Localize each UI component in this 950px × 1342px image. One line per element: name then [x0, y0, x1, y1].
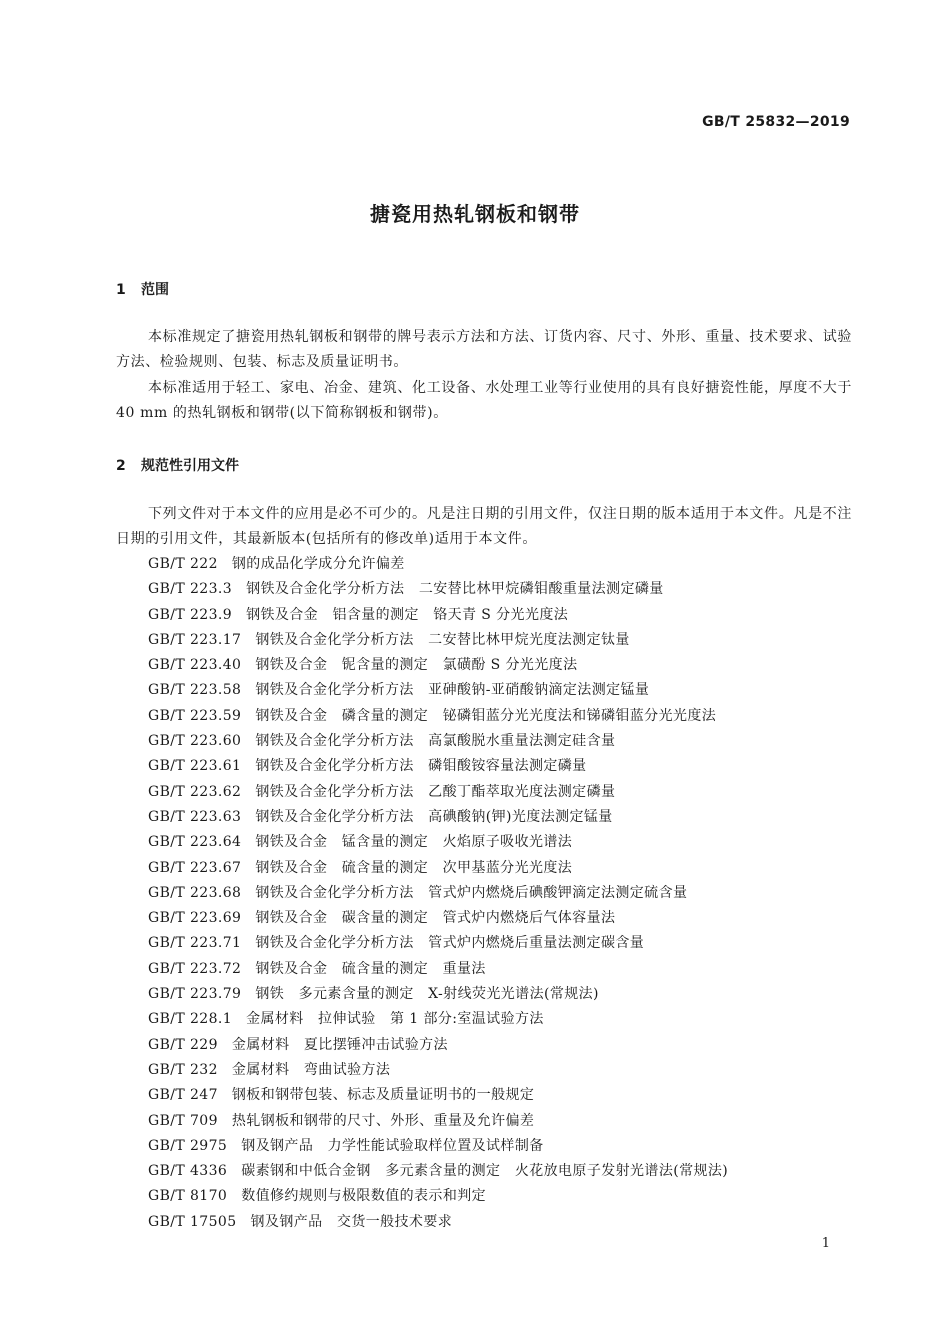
reference-code: GB/T 228.1 — [148, 1011, 233, 1028]
reference-code: GB/T 223.68 — [148, 884, 242, 901]
reference-title: 钢铁及合金化学分析方法 二安替比林甲烷磷钼酸重量法测定磷量 — [246, 581, 664, 598]
reference-item — [148, 1033, 868, 1058]
reference-code: GB/T 2975 — [148, 1137, 228, 1154]
reference-item — [148, 704, 868, 729]
reference-item — [148, 856, 868, 881]
reference-code: GB/T 223.3 — [148, 581, 233, 598]
reference-item — [148, 577, 868, 602]
reference-item — [148, 1184, 868, 1209]
section-number: 1 — [116, 282, 126, 298]
reference-title: 钢铁及合金 硫含量的测定 重量法 — [255, 960, 486, 977]
reference-title: 钢铁及合金化学分析方法 管式炉内燃烧后碘酸钾滴定法测定硫含量 — [255, 884, 688, 901]
reference-item — [148, 1134, 868, 1159]
reference-title: 钢铁及合金 铌含量的测定 氯磺酚 S 分光光度法 — [255, 657, 578, 674]
reference-item — [148, 729, 868, 754]
reference-title: 钢板和钢带包装、标志及质量证明书的一般规定 — [231, 1087, 535, 1104]
reference-item — [148, 1007, 868, 1032]
reference-code: GB/T 223.62 — [148, 783, 242, 800]
reference-title: 钢铁及合金化学分析方法 二安替比林甲烷光度法测定钛量 — [255, 631, 630, 648]
reference-code: GB/T 223.61 — [148, 758, 242, 775]
reference-title: 碳素钢和中低合金钢 多元素含量的测定 火花放电原子发射光谱法(常规法) — [241, 1163, 729, 1180]
reference-item — [148, 628, 868, 653]
reference-title: 金属材料 弯曲试验方法 — [231, 1061, 391, 1078]
reference-item — [148, 881, 868, 906]
reference-item — [148, 552, 868, 577]
reference-code: GB/T 223.9 — [148, 606, 233, 623]
reference-title: 金属材料 拉伸试验 第 1 部分:室温试验方法 — [246, 1011, 544, 1028]
reference-item — [148, 678, 868, 703]
reference-title: 钢铁及合金化学分析方法 高氯酸脱水重量法测定硅含量 — [255, 733, 616, 750]
reference-code: GB/T 222 — [148, 556, 218, 572]
section-1-heading — [116, 279, 169, 299]
reference-code: GB/T 709 — [148, 1112, 218, 1129]
reference-item — [148, 1058, 868, 1083]
reference-title: 钢铁及合金 磷含量的测定 铋磷钼蓝分光光度法和锑磷钼蓝分光光度法 — [255, 707, 717, 724]
reference-code: GB/T 223.71 — [148, 935, 242, 952]
reference-title: 钢铁 多元素含量的测定 X-射线荧光光谱法(常规法) — [255, 986, 599, 1003]
standard-number: GB/T 25832—2019 — [702, 114, 850, 130]
reference-code: GB/T 223.72 — [148, 960, 242, 977]
reference-title: 数值修约规则与极限数值的表示和判定 — [241, 1188, 487, 1205]
reference-item — [148, 982, 868, 1007]
reference-title: 钢铁及合金化学分析方法 乙酸丁酯萃取光度法测定磷量 — [255, 783, 616, 800]
reference-code: GB/T 223.69 — [148, 910, 242, 927]
reference-code: GB/T 247 — [148, 1087, 218, 1104]
reference-item — [148, 1210, 868, 1235]
section-title: 规范性引用文件 — [141, 458, 239, 474]
reference-list — [148, 552, 868, 1235]
reference-title: 钢铁及合金 硫含量的测定 次甲基蓝分光光度法 — [255, 859, 573, 876]
reference-title: 热轧钢板和钢带的尺寸、外形、重量及允许偏差 — [231, 1112, 535, 1129]
section-number: 2 — [116, 458, 126, 474]
reference-code: GB/T 17505 — [148, 1213, 237, 1230]
reference-code: GB/T 4336 — [148, 1163, 228, 1180]
reference-item — [148, 906, 868, 931]
reference-title: 钢铁及合金化学分析方法 高碘酸钠(钾)光度法测定锰量 — [255, 808, 613, 825]
reference-code: GB/T 232 — [148, 1061, 218, 1078]
reference-code: GB/T 229 — [148, 1036, 218, 1053]
reference-code: GB/T 223.67 — [148, 859, 242, 876]
reference-item — [148, 780, 868, 805]
page-number: 1 — [821, 1236, 830, 1251]
reference-item — [148, 653, 868, 678]
scope-paragraph-1: 本标准规定了搪瓷用热轧钢板和钢带的牌号表示方法和方法、订货内容、尺寸、外形、重量、技术要求、试验方法、检验规则、包装、标志及质量证明书。 — [116, 329, 852, 370]
reference-title: 钢及钢产品 交货一般技术要求 — [250, 1213, 453, 1230]
reference-code: GB/T 223.40 — [148, 657, 242, 674]
reference-item — [148, 1159, 868, 1184]
document-title: 搪瓷用热轧钢板和钢带 — [370, 202, 580, 226]
section-title: 范围 — [141, 282, 169, 298]
reference-item — [148, 603, 868, 628]
normative-references-intro: 下列文件对于本文件的应用是必不可少的。凡是注日期的引用文件，仅注日期的版本适用于本文件。凡是不注日期的引用文件，其最新版本(包括所有的修改单)适用于本文件。 — [116, 506, 852, 547]
reference-item — [148, 830, 868, 855]
reference-item — [148, 931, 868, 956]
reference-title: 钢铁及合金化学分析方法 磷钼酸铵容量法测定磷量 — [255, 758, 587, 775]
reference-item — [148, 957, 868, 982]
reference-code: GB/T 223.59 — [148, 707, 242, 724]
reference-title: 金属材料 夏比摆锤冲击试验方法 — [231, 1036, 448, 1053]
reference-code: GB/T 223.58 — [148, 682, 242, 699]
scope-paragraph-2: 本标准适用于轻工、家电、冶金、建筑、化工设备、水处理工业等行业使用的具有良好搪瓷性能，厚度不大于 40 mm 的热轧钢板和钢带(以下简称钢板和钢带)。 — [116, 380, 852, 421]
reference-title: 钢铁及合金 锰含量的测定 火焰原子吸收光谱法 — [255, 834, 573, 851]
reference-title: 钢铁及合金化学分析方法 管式炉内燃烧后重量法测定碳含量 — [255, 935, 645, 952]
reference-title: 钢及钢产品 力学性能试验取样位置及试样制备 — [241, 1137, 544, 1154]
reference-code: GB/T 223.64 — [148, 834, 242, 851]
reference-item — [148, 1083, 868, 1108]
reference-code: GB/T 223.17 — [148, 631, 242, 648]
reference-code: GB/T 223.60 — [148, 733, 242, 750]
section-2-heading — [116, 455, 239, 475]
reference-code: GB/T 8170 — [148, 1188, 228, 1205]
reference-item — [148, 805, 868, 830]
reference-item — [148, 754, 868, 779]
reference-item — [148, 1109, 868, 1134]
reference-title: 钢铁及合金 碳含量的测定 管式炉内燃烧后气体容量法 — [255, 910, 616, 927]
reference-title: 钢铁及合金 铝含量的测定 铬天青 S 分光光度法 — [246, 606, 569, 623]
reference-code: GB/T 223.79 — [148, 986, 242, 1003]
reference-code: GB/T 223.63 — [148, 808, 242, 825]
reference-title: 钢的成品化学成分允许偏差 — [231, 556, 405, 572]
reference-title: 钢铁及合金化学分析方法 亚砷酸钠-亚硝酸钠滴定法测定锰量 — [255, 682, 650, 699]
